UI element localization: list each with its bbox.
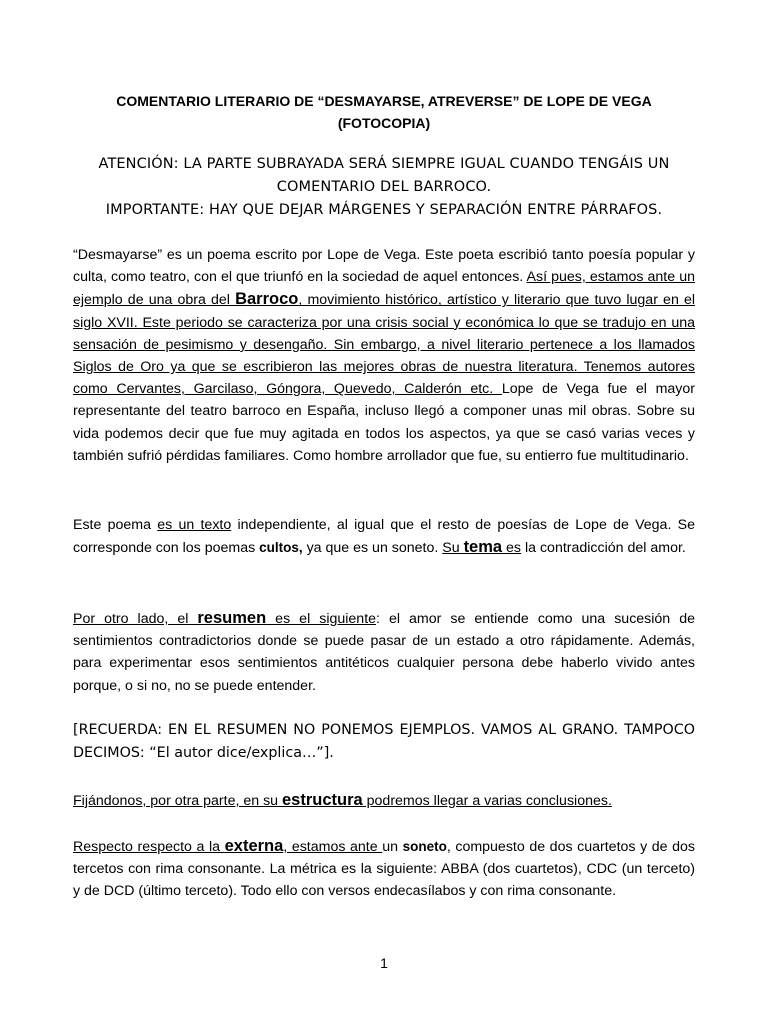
un-text: un [382,839,403,855]
baroque-text-end: , movimiento histórico, artístico y literario que tuvo lugar en el siglo XVII. Este periodo se caracteriza por una crisis social y económica lo que se tradujo en una sensación de pesimismo y desengaño. Sin embargo, a nivel literario pertenece a los llamados Siglos de Oro ya que se escribieron las mejores obras de nuestra literatura. Tenemos autores como Cervantes, Garcilaso, Góngora, Quevedo, Calderón etc. [73,292,695,398]
paragraph-external-structure [73,835,695,903]
structure-text-end: podremos llegar a varias conclusiones. [362,793,612,809]
paragraph-introduction [73,244,695,467]
cultos-keyword: cultos, [259,540,303,556]
structure-text-start: Fijándonos, por otra parte, en su [73,793,282,809]
underlined-theme-phrase [442,540,521,556]
underlined-external-phrase [73,839,382,855]
attention-notice [60,153,708,222]
theme-text-start: Este poema [73,517,158,533]
underlined-structure-sentence [73,793,612,809]
soneto-keyword: soneto [402,839,447,854]
page-number: 1 [380,955,388,971]
tema-keyword: tema [463,538,503,557]
document-title [73,90,695,134]
baroque-text-start: Así pues, estamos ante un ejemplo de una obra del [73,269,695,309]
estamos-ante-text: , estamos ante [283,839,383,855]
notice-line-3: IMPORTANTE: HAY QUE DEJAR MÁRGENES Y SEPARACIÓN ENTRE PÁRRAFOS. [105,202,663,218]
es-un-texto-underlined: es un texto [157,517,232,533]
paragraph-summary [73,607,695,697]
underlined-baroque-context [73,269,695,397]
metric-description-text: , compuesto de dos cuartetos y de dos tercetos con rima consonante. La métrica es la siguiente: ABBA (dos cuartetos), CDC (un terceto) y de DCD (último terceto). Todo ello con versos endecasílabos y con rima consonante. [73,839,695,900]
intro-text: “Desmayarse” es un poema escrito por Lope de Vega. Este poeta escribió tanto poesía popular y culta, como teatro, con el que triunfó en la sociedad de aquel entonces. [73,247,695,286]
externa-keyword: externa [224,837,284,855]
barroco-keyword: Barroco [235,290,299,309]
theme-text-end: la contradicción del amor. [521,540,686,557]
paragraph-structure [73,789,695,812]
notice-line-1: ATENCIÓN: LA PARTE SUBRAYADA SERÁ SIEMPRE IGUAL CUANDO TENGÁIS UN [98,156,670,172]
paragraph-theme [73,514,695,559]
resumen-keyword: resumen [197,609,267,627]
respecto-text: Respecto respecto a la [73,839,225,855]
underlined-summary-phrase [73,611,376,627]
su-text: Su [442,540,464,557]
soneto-text: ya que es un soneto. [302,540,443,557]
theme-text-mid: independiente, al igual que el resto de poesías de Lope de Vega. Se corresponde con los poemas [73,517,695,557]
es-el-siguiente-text: es el siguiente [266,611,377,627]
title-line-1: COMENTARIO LITERARIO DE “DESMAYARSE, ATREVERSE” DE LOPE DE VEGA [116,93,652,109]
lope-biography-text: Lope de Vega fue el mayor representante del teatro barroco en España, incluso llegó a componer unas mil obras. Sobre su vida podemos decir que fue muy agitada en todos los aspectos, ya que se casó varias veces y también sufrió pérdidas familiares. Como hombre arrollador que fue, su entierro fue multitudinario. [73,381,695,464]
notice-line-2: COMENTARIO DEL BARROCO. [276,179,492,195]
es-text: es [502,540,522,557]
por-otro-lado-text: Por otro lado, el [73,611,198,627]
estructura-keyword: estructura [282,791,363,809]
summary-text: : el amor se entiende como una sucesión de sentimientos contradictorios donde se puede pasar de un estado a otro rápidamente. Además, para experimentar esos sentimientos antitéticos cualquier persona debe haberlo vivido antes porque, o si no, no se puede entender. [73,611,695,694]
reminder-note: [RECUERDA: EN EL RESUMEN NO PONEMOS EJEMPLOS. VAMOS AL GRANO. TAMPOCO DECIMOS: “El autor dice/explica…”]. [73,722,695,761]
title-line-2: (FOTOCOPIA) [337,115,431,131]
